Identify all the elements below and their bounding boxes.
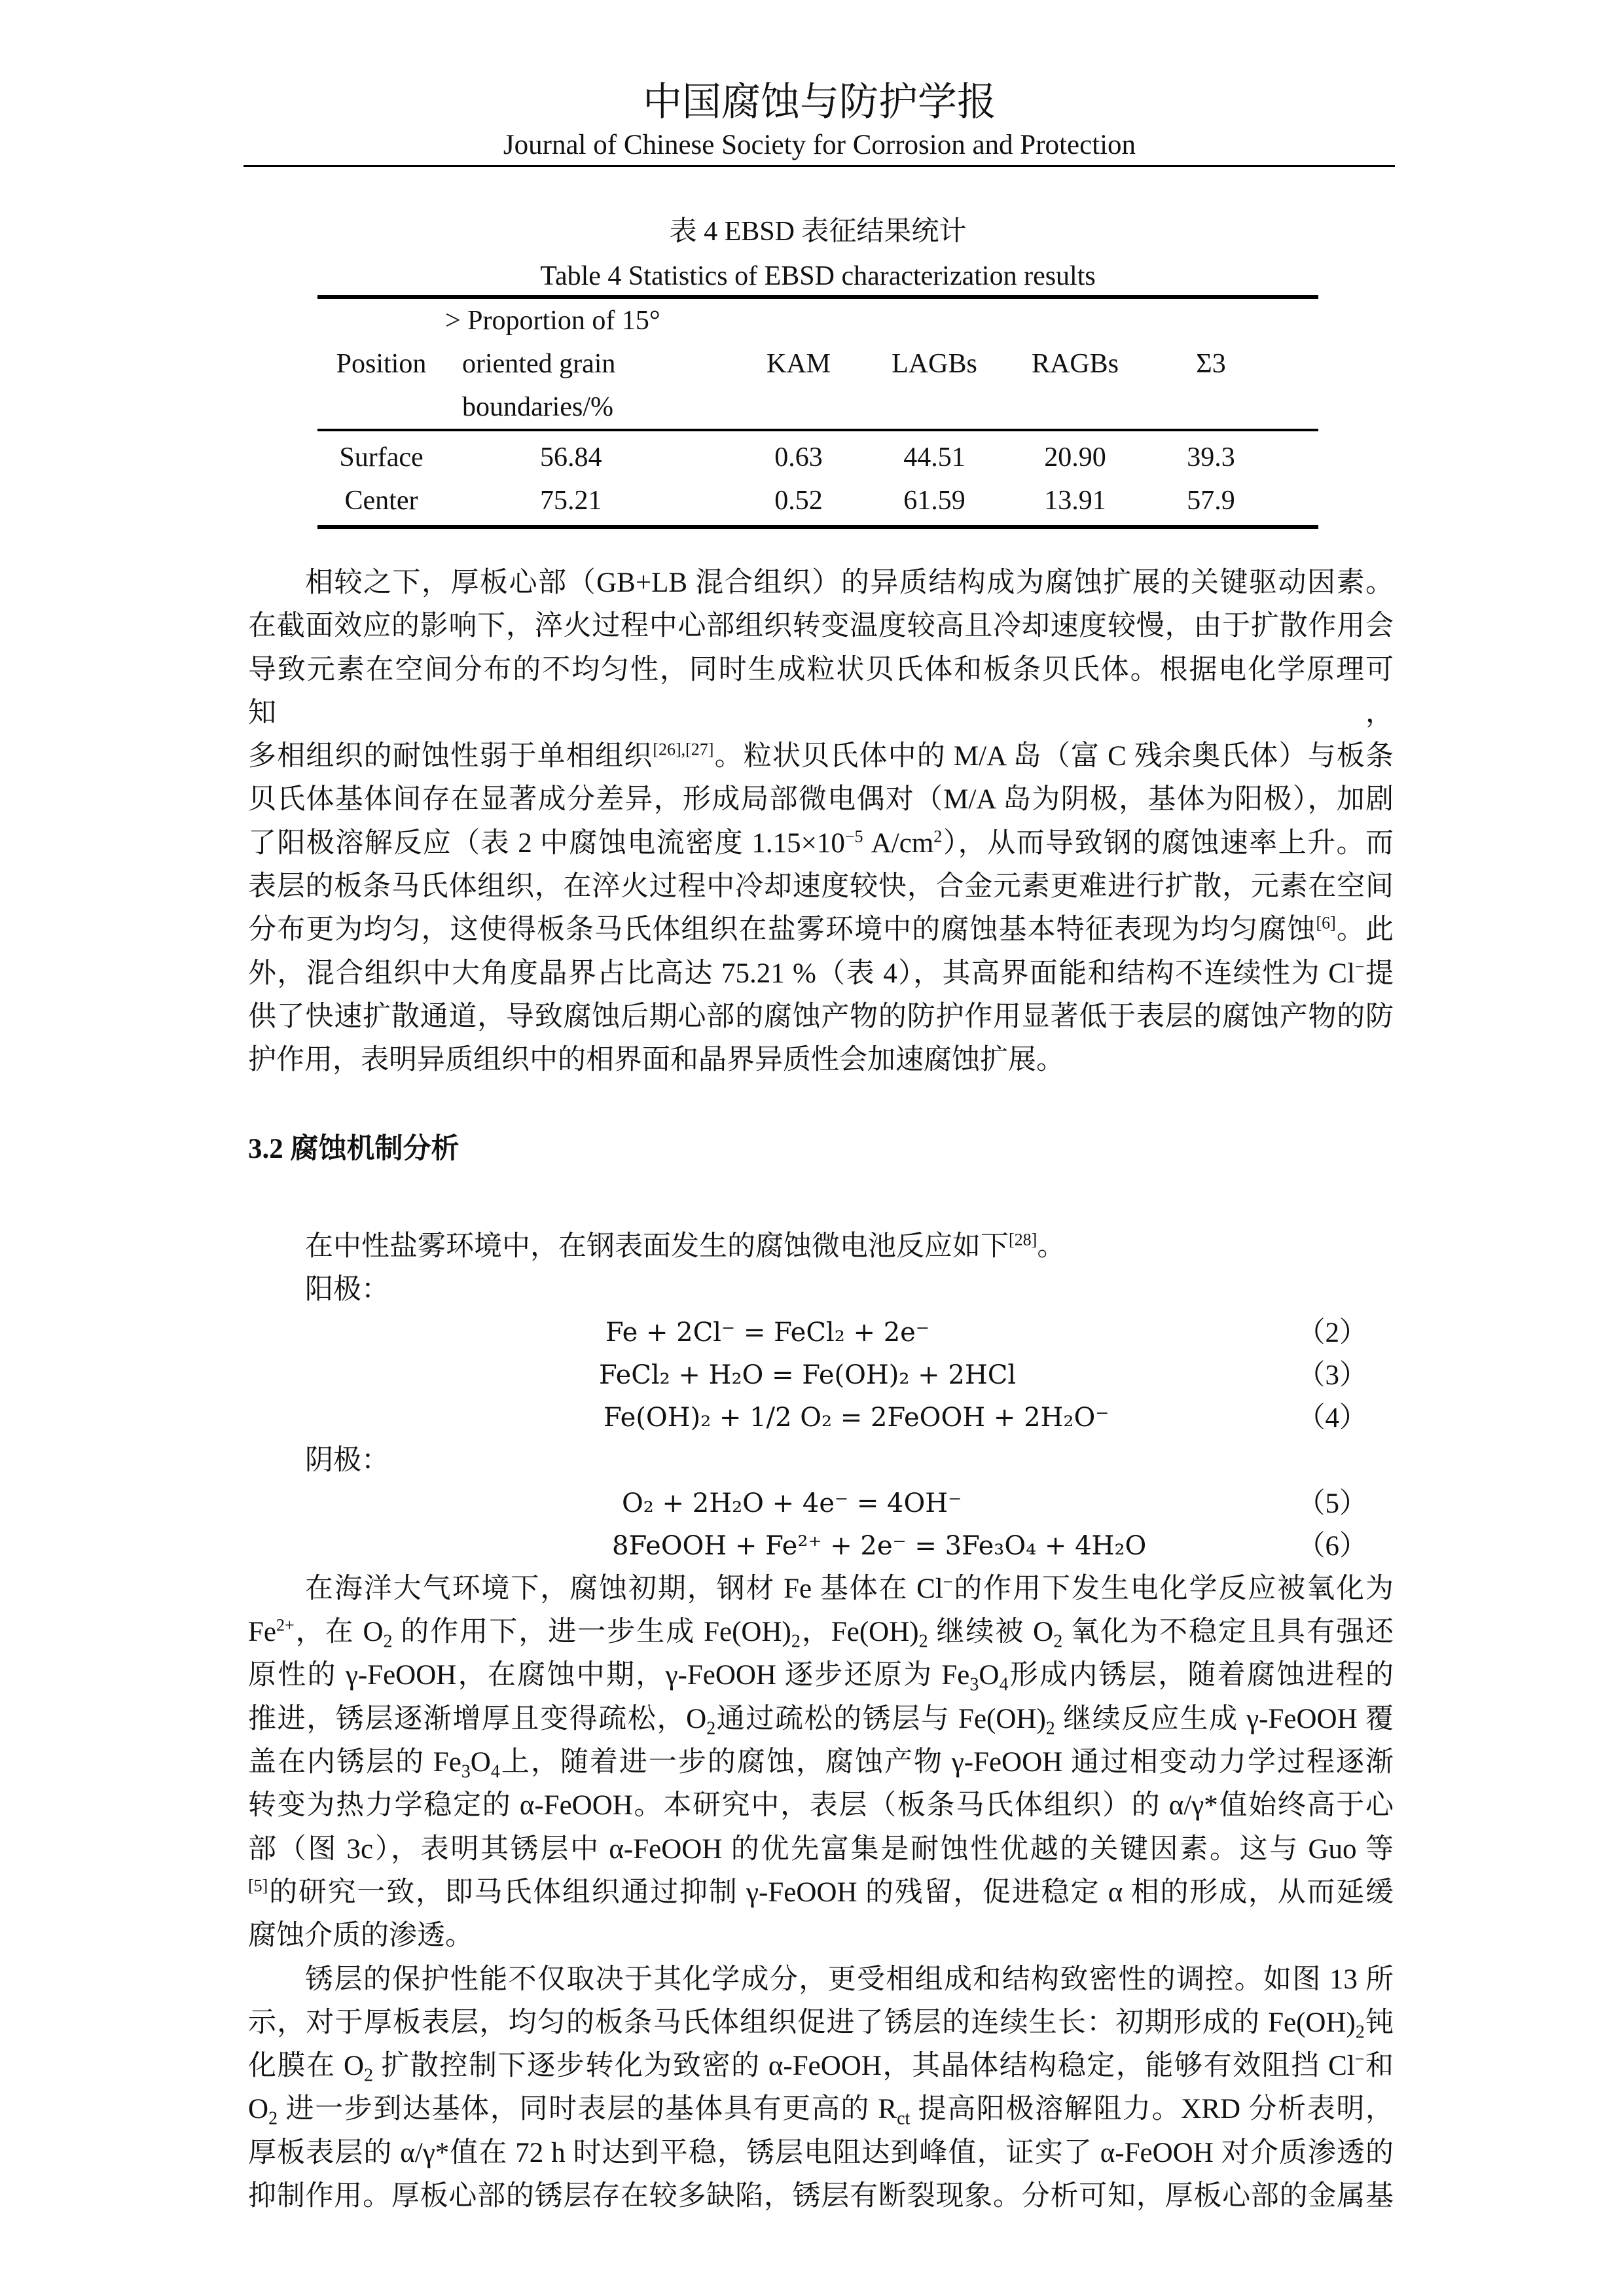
table-cell: Center	[344, 486, 418, 516]
text-segment: 表层的板条马氏体组织，在淬火过程中冷却速度较快，合金元素更难进行扩散，元素在空间	[248, 871, 1394, 903]
text-segment: 腐蚀介质的渗透。	[248, 1920, 473, 1952]
table-body	[317, 431, 1318, 525]
table-cell: 0.52	[774, 486, 823, 516]
text-segment: 了阳极溶解反应（表 2 中腐蚀电流密度 1.15×10	[248, 827, 845, 859]
subscript: 2	[364, 2065, 374, 2086]
table-caption-en: Table 4 Statistics of EBSD characterization results	[540, 261, 1096, 291]
text-segment: 氧化为不稳定且具有强还	[1062, 1617, 1394, 1648]
equation-number: （6）	[1297, 1530, 1367, 1562]
text-segment: O	[470, 1747, 491, 1778]
text-line	[248, 1741, 1394, 1784]
text-line	[248, 1914, 1394, 1958]
text-line	[248, 2045, 1394, 2088]
cathode-label: 阴极：	[305, 1444, 389, 1476]
table-cell: 75.21	[540, 486, 602, 516]
header-position: Position	[336, 349, 427, 379]
cathode-equations	[248, 1482, 1394, 1568]
header-kam: KAM	[766, 349, 831, 379]
text-segment: 相较之下，厚板心部（GB+LB 混合组织）的异质结构成为腐蚀扩展的关键驱动因素。	[305, 567, 1394, 598]
subscript: 2	[1045, 1718, 1055, 1739]
header-proportion-line: oriented grain	[462, 349, 616, 379]
text-segment: 原性的 γ-FeOOH，在腐蚀中期，γ-FeOOH 逐步还原为 Fe	[248, 1660, 970, 1691]
text-segment: 锈层的保护性能不仅取决于其化学成分，更受相组成和结构致密性的调控。如图 13 所	[305, 1964, 1394, 1995]
text-segment: 和	[1364, 2051, 1394, 2082]
anode-equations	[248, 1312, 1394, 1439]
subscript: 2	[918, 1631, 928, 1652]
subscript: 2	[1053, 1631, 1063, 1652]
subscript: 4	[490, 1761, 500, 1782]
text-segment: 提高阳极溶解阻力。XRD 分析表明，	[910, 2094, 1394, 2125]
text-line	[248, 1039, 1394, 1082]
table-cell: Surface	[339, 442, 424, 473]
text-segment: 的研究一致，即马氏体组织通过抑制 γ-FeOOH 的残留，促进稳定 α 相的形成，从而延缓	[268, 1876, 1394, 1908]
text-line	[248, 1225, 1394, 1268]
text-segment: 钝	[1364, 2007, 1394, 2038]
table-row	[317, 479, 1318, 522]
text-segment: 形成内锈层，随着腐蚀进程的	[1008, 1660, 1394, 1691]
equation-row	[248, 1482, 1394, 1525]
journal-title-cn: 中国腐蚀与防护学报	[643, 81, 996, 124]
header-sigma3: Σ3	[1196, 349, 1226, 379]
equation-number: （3）	[1297, 1359, 1367, 1391]
equation: Fe + 2Cl⁻ = FeCl₂ + 2e⁻	[605, 1317, 929, 1348]
citation-ref: [6]	[1316, 914, 1336, 933]
subscript: 4	[999, 1675, 1009, 1696]
text-line	[248, 649, 1394, 736]
table-cell: 56.84	[540, 442, 602, 473]
text-segment: 盖在内锈层的 Fe	[248, 1747, 461, 1778]
journal-title-en: Journal of Chinese Society for Corrosion and Protection	[503, 130, 1136, 160]
header-ragbs: RAGBs	[1031, 349, 1119, 379]
text-line	[248, 1654, 1394, 1697]
text-line	[248, 1784, 1394, 1827]
table-bottom-rule	[317, 525, 1318, 529]
equation-row	[248, 1525, 1394, 1568]
text-segment: 上，随着进一步的腐蚀，腐蚀产物 γ-FeOOH 通过相变动力学过程逐渐	[499, 1747, 1394, 1778]
table-cell: 57.9	[1187, 486, 1235, 516]
text-segment: ），从而导致钢的腐蚀速率上升。而	[942, 827, 1394, 859]
subscript: ct	[897, 2109, 911, 2130]
header-lagbs: LAGBs	[892, 349, 977, 379]
subscript: 2	[706, 1718, 716, 1739]
header-divider	[244, 165, 1395, 167]
subscript: 2	[1355, 2022, 1365, 2043]
subscript: 3	[969, 1675, 979, 1696]
text-line	[248, 1828, 1394, 1871]
anode-label: 阳极：	[305, 1274, 389, 1305]
text-line	[248, 735, 1394, 778]
text-segment: 分布更为均匀，这使得板条马氏体组织在盐雾环境中的腐蚀基本特征表现为均匀腐蚀	[248, 914, 1316, 946]
text-segment: 示，对于厚板表层，均匀的板条马氏体组织促进了锈层的连续生长：初期形成的 Fe(OH)	[248, 2007, 1356, 2038]
text-line	[248, 1568, 1394, 1611]
equation: O₂ + 2H₂O + 4e⁻ = 4OH⁻	[622, 1488, 962, 1518]
text-segment: 多相组织的耐蚀性弱于单相组织	[248, 741, 653, 772]
text-segment: 的作用下，进一步生成 Fe(OH)	[392, 1617, 791, 1648]
table-cell: 39.3	[1187, 442, 1235, 473]
text-segment: 外，混合组织中大角度晶界占比高达 75.21 %（表 4），其高界面能和结构不连续性为 Cl	[248, 958, 1355, 989]
text-line	[248, 2001, 1394, 2045]
subscript: 2	[268, 2109, 278, 2130]
text-segment: 。粒状贝氏体中的 M/A 岛（富 C 残余奥氏体）与板条	[713, 741, 1394, 772]
text-segment: 继续被 O	[928, 1617, 1054, 1648]
text-segment: O	[248, 2094, 269, 2125]
text-segment: 化膜在 O	[248, 2051, 365, 2082]
superscript: −	[1354, 957, 1365, 977]
text-segment: 通过疏松的锈层与 Fe(OH)	[715, 1703, 1046, 1734]
text-segment: 进一步到达基体，同时表层的基体具有更高的 R	[278, 2094, 897, 2125]
text-segment: 贝氏体基体间存在显著成分差异，形成局部微电偶对（M/A 岛为阴极，基体为阳极），加剧	[248, 784, 1394, 816]
text-segment: 护作用，表明异质组织中的相界面和晶界异质性会加速腐蚀扩展。	[248, 1045, 1064, 1076]
ebsd-table	[317, 295, 1318, 529]
text-line	[248, 562, 1394, 605]
equation-row	[248, 1312, 1394, 1354]
text-segment: ，Fe(OH)	[800, 1617, 919, 1648]
text-segment: 在截面效应的影响下，淬火过程中心部组织转变温度较高且冷却速度较慢，由于扩散作用会	[248, 611, 1394, 642]
text-segment: A/cm	[863, 827, 934, 859]
text-line	[248, 865, 1394, 908]
text-line	[248, 908, 1394, 952]
text-line	[248, 996, 1394, 1039]
table-cell: 20.90	[1044, 442, 1106, 473]
text-segment: 提	[1364, 958, 1394, 989]
text-segment: 供了快速扩散通道，导致腐蚀后期心部的腐蚀产物的防护作用显著低于表层的腐蚀产物的防	[248, 1001, 1394, 1032]
text-line	[248, 1871, 1394, 1914]
table-cell: 0.63	[774, 442, 823, 473]
text-segment: 在中性盐雾环境中，在钢表面发生的腐蚀微电池反应如下	[305, 1230, 1009, 1262]
text-line	[248, 778, 1394, 821]
text-segment: Fe	[248, 1617, 276, 1648]
table-cell: 44.51	[903, 442, 965, 473]
text-line	[248, 1611, 1394, 1654]
paragraph-rust-evolution	[248, 1568, 1394, 1958]
equation-row	[248, 1354, 1394, 1397]
equation-number: （5）	[1297, 1488, 1367, 1519]
text-segment: 厚板表层的 α/γ*值在 72 h 时达到平稳，锈层电阻达到峰值，证实了 α-FeOOH 对介质渗透的	[248, 2137, 1394, 2168]
subscript: 2	[791, 1631, 801, 1652]
citation-ref: [28]	[1009, 1230, 1038, 1249]
text-segment: 抑制作用。厚板心部的锈层存在较多缺陷，锈层有断裂现象。分析可知，厚板心部的金属基	[248, 2181, 1394, 2212]
section-heading: 3.2 腐蚀机制分析	[248, 1133, 460, 1164]
text-segment: 导致元素在空间分布的不均匀性，同时生成粒状贝氏体和板条贝氏体。根据电化学原理可知，	[248, 654, 1394, 728]
text-line	[248, 952, 1394, 996]
citation-ref: [26],[27]	[653, 740, 714, 759]
table-header-row	[317, 299, 1318, 429]
text-line	[248, 2175, 1394, 2218]
equation-row	[248, 1397, 1394, 1439]
header-proportion-line: > Proportion of 15°	[445, 306, 660, 336]
header-proportion	[445, 299, 733, 429]
table-cell: 13.91	[1044, 486, 1106, 516]
citation-ref: [5]	[248, 1876, 268, 1895]
equation-number: （4）	[1297, 1402, 1367, 1433]
text-segment: 。	[1037, 1230, 1066, 1262]
paragraph-reactions-intro	[248, 1225, 1394, 1268]
text-segment: 继续反应生成 γ-FeOOH 覆	[1055, 1703, 1394, 1734]
equation-number: （2）	[1297, 1317, 1367, 1348]
superscript: 2	[933, 827, 943, 846]
equation: Fe(OH)₂ + 1/2 O₂ = 2FeOOH + 2H₂O⁻	[604, 1402, 1110, 1433]
paragraph-rust-protection	[248, 1958, 1394, 2219]
text-segment: 部（图 3c），表明其锈层中 α-FeOOH 的优先富集是耐蚀性优越的关键因素。这与 Guo 等	[248, 1833, 1394, 1865]
text-line	[248, 822, 1394, 865]
text-segment: 的作用下发生电化学反应被氧化为	[952, 1573, 1394, 1604]
subscript: 3	[461, 1761, 471, 1782]
table-caption-cn: 表 4 EBSD 表征结果统计	[669, 217, 967, 247]
text-line	[248, 605, 1394, 648]
text-segment: ，在 O	[294, 1617, 384, 1648]
text-line	[248, 2132, 1394, 2175]
superscript: −	[1354, 2049, 1365, 2069]
table-cell: 61.59	[903, 486, 965, 516]
table-row	[317, 436, 1318, 479]
text-line	[248, 2088, 1394, 2131]
superscript: −5	[844, 827, 863, 846]
superscript: −	[943, 1572, 953, 1592]
body-text	[248, 562, 1394, 2218]
text-line	[248, 1958, 1394, 2001]
text-segment: 推进，锈层逐渐增厚且变得疏松，O	[248, 1703, 707, 1734]
header-proportion-line: boundaries/%	[462, 392, 613, 422]
paragraph-heterogeneous-structure	[248, 562, 1394, 1083]
equation: 8FeOOH + Fe²⁺ + 2e⁻ = 3Fe₃O₄ + 4H₂O	[612, 1530, 1147, 1561]
equation: FeCl₂ + H₂O = Fe(OH)₂ + 2HCl	[599, 1359, 1017, 1390]
text-segment: 扩散控制下逐步转化为致密的 α-FeOOH，其晶体结构稳定，能够有效阻挡 Cl	[373, 2051, 1355, 2082]
text-segment: 。此	[1335, 914, 1394, 946]
text-segment: 转变为热力学稳定的 α-FeOOH。本研究中，表层（板条马氏体组织）的 α/γ*值始终高于心	[248, 1790, 1394, 1821]
subscript: 2	[383, 1631, 393, 1652]
text-line	[248, 1698, 1394, 1741]
superscript: 2+	[276, 1615, 295, 1635]
text-segment: O	[979, 1660, 1000, 1691]
text-segment: 在海洋大气环境下，腐蚀初期，钢材 Fe 基体在 Cl	[305, 1573, 943, 1604]
